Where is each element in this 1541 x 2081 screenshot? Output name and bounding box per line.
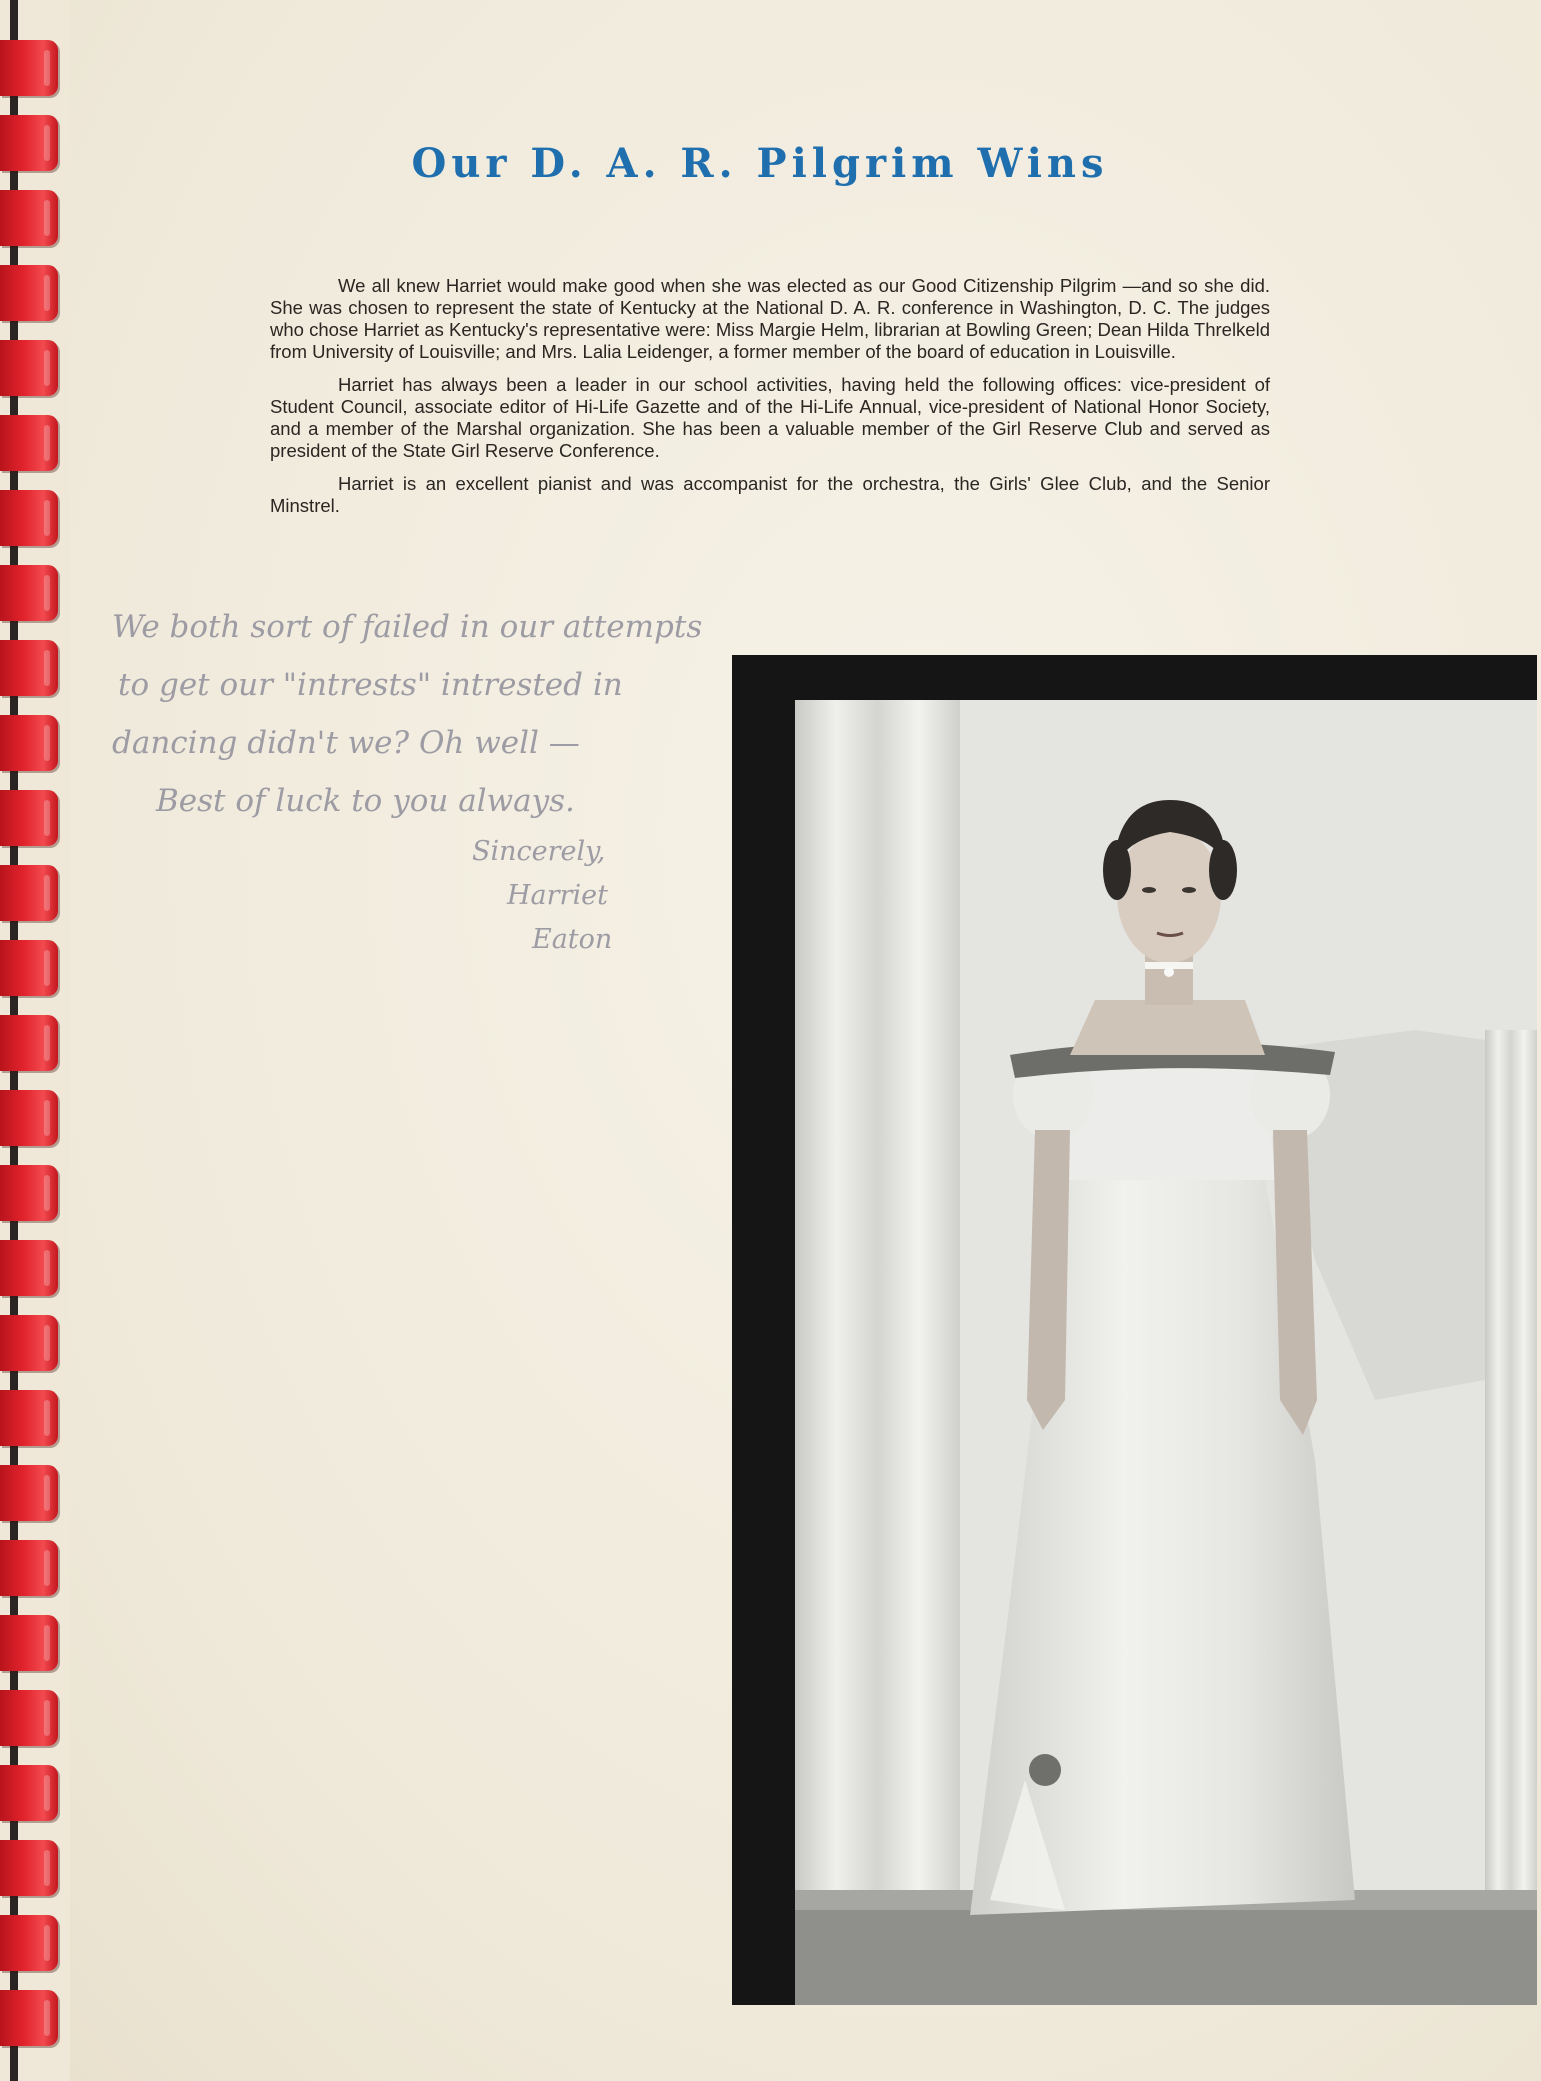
inscription-line: We both sort of failed in our attempts: [112, 609, 703, 645]
article-paragraph-2: Harriet has always been a leader in our school activities, having held the following offices: vice-president of Student Council, associate editor of Hi-Life Gazette and of the Hi-Life Annual, vice-president of National Honor Society, and a member of the Marshal organization. She has been a valuable member of the Girl Reserve Club and served as president of the State Girl Reserve Conference.: [270, 374, 1270, 461]
binding-coil: [0, 415, 58, 471]
portrait-illustration: [795, 700, 1537, 2005]
binding-coil: [0, 190, 58, 246]
binding-coil: [0, 640, 58, 696]
binding-coil: [0, 115, 58, 171]
binding-coil: [0, 865, 58, 921]
inscription-line: dancing didn't we? Oh well —: [112, 725, 580, 761]
binding-coil: [0, 265, 58, 321]
inscription-signature-last: Eaton: [532, 924, 613, 955]
binding-coil: [0, 715, 58, 771]
inscription-line: Best of luck to you always.: [156, 783, 575, 819]
binding-coil: [0, 40, 58, 96]
binding-coil: [0, 340, 58, 396]
binding-coil: [0, 1240, 58, 1296]
binding-coil: [0, 1465, 58, 1521]
binding-coil: [0, 1315, 58, 1371]
inscription-line: to get our "intrests" intrested in: [118, 667, 623, 703]
binding-coil: [0, 1915, 58, 1971]
handwritten-inscription: [112, 598, 762, 962]
spiral-binding: [0, 0, 70, 2081]
binding-coil: [0, 790, 58, 846]
binding-coil: [0, 1765, 58, 1821]
article-paragraph-1: We all knew Harriet would make good when she was elected as our Good Citizenship Pilgrim —and so she did. She was chosen to represent the state of Kentucky at the National D. A. R. conference in Washington, D. C. The judges who chose Harriet as Kentucky's representative were: Miss Margie Helm, librarian at Bowling Green; Dean Hilda Threlkeld from University of Louisville; and Mrs. Lalia Leidenger, a former member of the board of education in Louisville.: [270, 275, 1270, 362]
portrait-photo: [795, 700, 1537, 2005]
binding-coil: [0, 1165, 58, 1221]
binding-coil: [0, 1615, 58, 1671]
binding-coil: [0, 1090, 58, 1146]
binding-coil: [0, 1690, 58, 1746]
binding-coil: [0, 490, 58, 546]
article-body: [270, 275, 1270, 528]
binding-coil: [0, 1390, 58, 1446]
inscription-signature-first: Harriet: [507, 880, 608, 911]
article-paragraph-3: Harriet is an excellent pianist and was accompanist for the orchestra, the Girls' Glee Club, and the Senior Minstrel.: [270, 473, 1270, 516]
binding-coil: [0, 1015, 58, 1071]
binding-coil: [0, 1990, 58, 2046]
binding-coil: [0, 940, 58, 996]
binding-coil: [0, 565, 58, 621]
inscription-closing: Sincerely,: [472, 836, 606, 867]
page-title: Our D. A. R. Pilgrim Wins: [411, 140, 1109, 187]
binding-coil: [0, 1540, 58, 1596]
binding-coil: [0, 1840, 58, 1896]
